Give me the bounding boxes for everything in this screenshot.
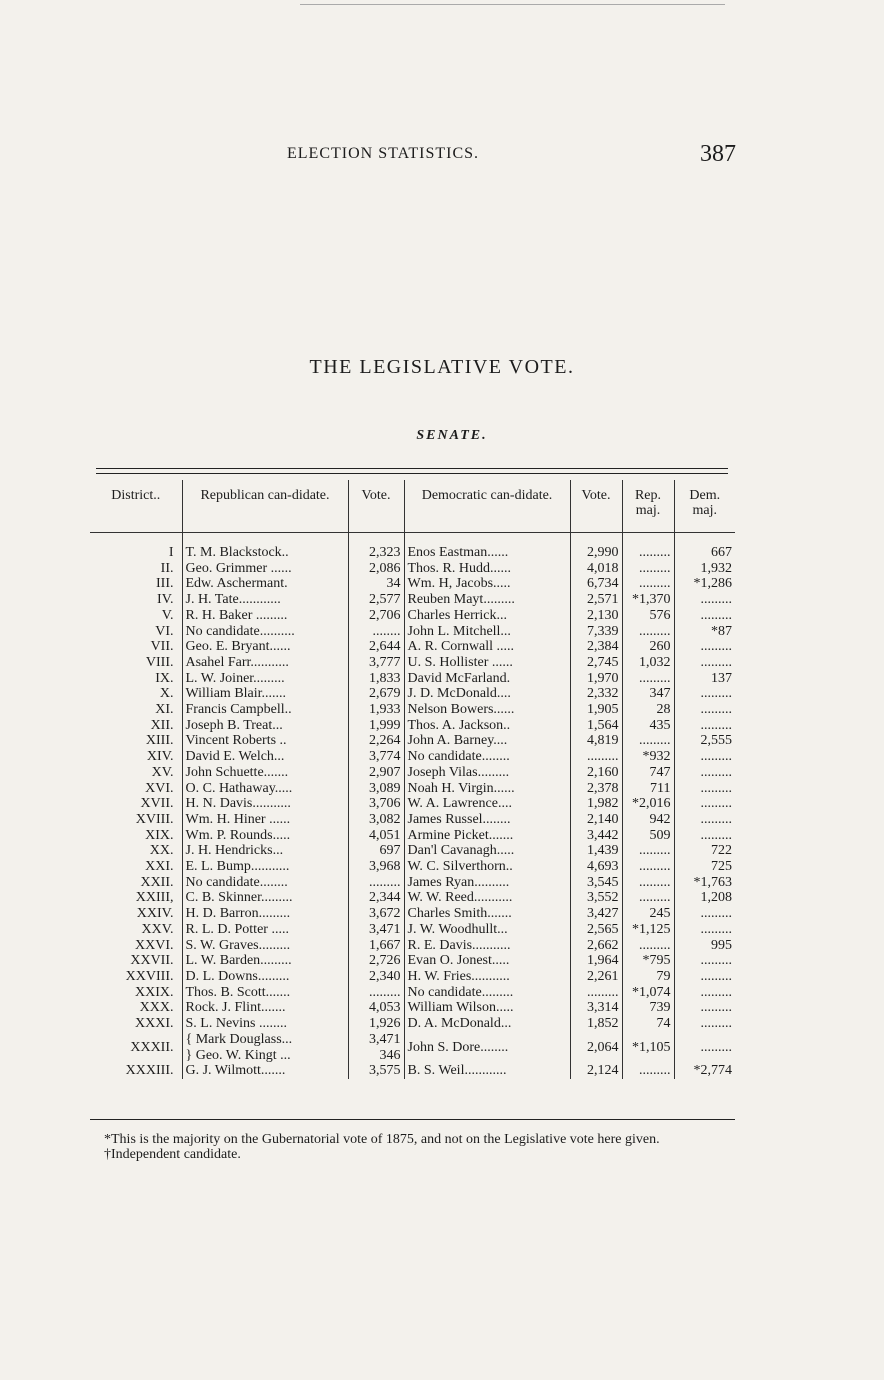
- cell-dem-maj: 2,555: [674, 733, 735, 749]
- cell-rep-maj: .........: [622, 875, 674, 891]
- cell-rep-candidate: T. M. Blackstock..: [182, 545, 348, 561]
- cell-dem-candidate: H. W. Fries...........: [404, 969, 570, 985]
- top-rule: [300, 4, 725, 5]
- table-row: [90, 969, 735, 985]
- cell-dem-maj: .........: [674, 749, 735, 765]
- cell-district: IV.: [157, 592, 174, 608]
- cell-rep-candidate: Joseph B. Treat...: [182, 718, 348, 734]
- cell-dem-candidate: Thos. R. Hudd......: [404, 561, 570, 577]
- table-row: [90, 624, 735, 640]
- table-top-rule: [96, 468, 728, 469]
- cell-rep-maj: .........: [622, 671, 674, 687]
- table-row-xxxiii: [90, 1063, 735, 1079]
- cell-district: XXIX.: [135, 984, 174, 1000]
- cell-rep-candidate: Thos. B. Scott.......: [182, 985, 348, 1001]
- cell-rep-candidate: No candidate..........: [182, 624, 348, 640]
- cell-rep-maj: 28: [622, 702, 674, 718]
- table-row: [90, 561, 735, 577]
- table-bottom-rule: [90, 1119, 735, 1120]
- cell-dem-vote: 2,565: [570, 922, 622, 938]
- cell-rep-candidate: L. W. Joiner.........: [182, 671, 348, 687]
- cell-dem-vote: 4,693: [570, 859, 622, 875]
- table-row: [90, 953, 735, 969]
- cell-dem-candidate: Enos Eastman......: [404, 545, 570, 561]
- cell-dem-maj: 137: [674, 671, 735, 687]
- cell-district: XVI.: [145, 780, 174, 796]
- cell-dem-maj: *2,774: [674, 1063, 735, 1079]
- cell-rep-candidate: Wm. H. Hiner ......: [182, 812, 348, 828]
- cell-rep-maj: 576: [622, 608, 674, 624]
- cell-rep-maj: *795: [622, 953, 674, 969]
- cell-rep-candidate: No candidate........: [182, 875, 348, 891]
- cell-rep-vote: 4,051: [348, 828, 404, 844]
- cell-rep-maj: .........: [622, 561, 674, 577]
- cell-rep-vote: 1,933: [348, 702, 404, 718]
- table-row: [90, 875, 735, 891]
- cell-dem-vote: 2,662: [570, 938, 622, 954]
- cell-rep-candidate: C. B. Skinner.........: [182, 890, 348, 906]
- cell-rep-maj: .........: [622, 843, 674, 859]
- running-head: ELECTION STATISTICS.: [287, 145, 480, 162]
- cell-district: XIX.: [145, 827, 174, 843]
- col-header-rep-candidate: Republican can-didate.: [182, 480, 348, 533]
- cell-dem-candidate: B. S. Weil............: [404, 1063, 570, 1079]
- cell-rep-vote: 697: [348, 843, 404, 859]
- table-row: [90, 985, 735, 1001]
- cell-rep-candidate: John Schuette.......: [182, 765, 348, 781]
- cell-rep-candidate: D. L. Downs.........: [182, 969, 348, 985]
- cell-district: XXV.: [141, 921, 174, 937]
- cell-rep-candidate: S. W. Graves.........: [182, 938, 348, 954]
- cell-dem-vote: 2,064: [570, 1032, 622, 1063]
- cell-dem-maj: *1,286: [674, 576, 735, 592]
- cell-district: XXI.: [145, 859, 174, 875]
- cell-rep-candidate: Vincent Roberts ..: [182, 733, 348, 749]
- footnote-independent: †Independent candidate.: [104, 1147, 241, 1162]
- cell-dem-candidate: Armine Picket.......: [404, 828, 570, 844]
- cell-dem-maj: .........: [674, 796, 735, 812]
- footnotes: [90, 1132, 740, 1162]
- cell-district: XIII.: [145, 733, 174, 749]
- cell-dem-maj: *87: [674, 624, 735, 640]
- cell-district: I: [168, 545, 174, 560]
- cell-rep-vote: 2,907: [348, 765, 404, 781]
- cell-dem-vote: 1,852: [570, 1016, 622, 1032]
- table-row: [90, 749, 735, 765]
- cell-rep-maj: 245: [622, 906, 674, 922]
- cell-dem-maj: .........: [674, 1000, 735, 1016]
- table-row: [90, 938, 735, 954]
- rep-candidate-1: { Mark Douglass...: [185, 1031, 293, 1047]
- cell-dem-vote: 1,982: [570, 796, 622, 812]
- section-subtitle: SENATE.: [416, 428, 488, 443]
- cell-rep-candidate: R. H. Baker .........: [182, 608, 348, 624]
- cell-dem-candidate: Wm. H, Jacobs.....: [404, 576, 570, 592]
- cell-dem-candidate: Thos. A. Jackson..: [404, 718, 570, 734]
- col-header-district: District..: [90, 480, 182, 533]
- cell-rep-maj: *1,125: [622, 922, 674, 938]
- cell-dem-maj: .........: [674, 592, 735, 608]
- cell-rep-vote: 3,774: [348, 749, 404, 765]
- cell-dem-vote: 1,439: [570, 843, 622, 859]
- table-row: [90, 828, 735, 844]
- cell-rep-candidate: [182, 1032, 348, 1063]
- cell-district: XXIV.: [136, 906, 174, 922]
- table-row: [90, 576, 735, 592]
- cell-rep-candidate: G. J. Wilmott.......: [182, 1063, 348, 1079]
- cell-rep-candidate: J. H. Hendricks...: [182, 843, 348, 859]
- cell-dem-maj: .........: [674, 765, 735, 781]
- cell-dem-maj: .........: [674, 969, 735, 985]
- cell-rep-vote: 2,706: [348, 608, 404, 624]
- cell-dem-maj: .........: [674, 812, 735, 828]
- cell-district: XXXIII.: [125, 1063, 174, 1079]
- rep-candidate-2: } Geo. W. Kingt ...: [185, 1047, 291, 1063]
- table-row: [90, 592, 735, 608]
- table-row: [90, 796, 735, 812]
- table-row: [90, 608, 735, 624]
- cell-rep-maj: .........: [622, 938, 674, 954]
- cell-district: XIV.: [146, 749, 174, 765]
- cell-dem-maj: .........: [674, 655, 735, 671]
- cell-rep-vote: 1,999: [348, 718, 404, 734]
- cell-dem-candidate: No candidate.........: [404, 985, 570, 1001]
- cell-dem-vote: 1,964: [570, 953, 622, 969]
- rep-vote-2: 346: [379, 1047, 401, 1063]
- cell-district: VI.: [155, 623, 174, 639]
- col-header-rep-maj: Rep. maj.: [622, 480, 674, 533]
- cell-dem-candidate: John L. Mitchell...: [404, 624, 570, 640]
- cell-dem-candidate: D. A. McDonald...: [404, 1016, 570, 1032]
- cell-district: II.: [160, 560, 174, 576]
- cell-dem-maj: .........: [674, 985, 735, 1001]
- cell-dem-vote: 2,571: [570, 592, 622, 608]
- cell-rep-maj: .........: [622, 859, 674, 875]
- cell-dem-vote: 2,990: [570, 545, 622, 561]
- cell-dem-candidate: Nelson Bowers......: [404, 702, 570, 718]
- cell-rep-candidate: S. L. Nevins ........: [182, 1016, 348, 1032]
- cell-dem-candidate: W. C. Silverthorn..: [404, 859, 570, 875]
- cell-dem-vote: 3,427: [570, 906, 622, 922]
- cell-district: XXVIII.: [125, 968, 174, 984]
- cell-dem-candidate: Charles Smith.......: [404, 906, 570, 922]
- table-row: [90, 906, 735, 922]
- table-row: [90, 1016, 735, 1032]
- cell-dem-maj: 725: [674, 859, 735, 875]
- cell-district: X.: [159, 686, 174, 702]
- cell-rep-maj: .........: [622, 576, 674, 592]
- cell-rep-candidate: William Blair.......: [182, 686, 348, 702]
- table-row: [90, 639, 735, 655]
- cell-rep-vote: 3,575: [348, 1063, 404, 1079]
- cell-rep-vote: 1,833: [348, 671, 404, 687]
- table-row: [90, 890, 735, 906]
- cell-rep-vote: 3,672: [348, 906, 404, 922]
- cell-dem-candidate: James Ryan..........: [404, 875, 570, 891]
- cell-rep-vote: 4,053: [348, 1000, 404, 1016]
- cell-district: III.: [156, 576, 174, 592]
- cell-dem-vote: 1,564: [570, 718, 622, 734]
- cell-dem-vote: 2,140: [570, 812, 622, 828]
- cell-dem-candidate: No candidate........: [404, 749, 570, 765]
- table-row: [90, 733, 735, 749]
- table-top-rule-2: [96, 473, 728, 474]
- cell-dem-maj: .........: [674, 639, 735, 655]
- cell-rep-candidate: Wm. P. Rounds.....: [182, 828, 348, 844]
- cell-rep-vote: 2,644: [348, 639, 404, 655]
- cell-district: XXII.: [140, 874, 174, 890]
- cell-dem-maj: *1,763: [674, 875, 735, 891]
- table-row: [90, 859, 735, 875]
- cell-rep-vote: 1,926: [348, 1016, 404, 1032]
- cell-dem-vote: .........: [570, 749, 622, 765]
- cell-rep-maj: 435: [622, 718, 674, 734]
- cell-dem-maj: .........: [674, 828, 735, 844]
- cell-dem-maj: .........: [674, 608, 735, 624]
- cell-rep-vote: 2,726: [348, 953, 404, 969]
- cell-dem-vote: 2,160: [570, 765, 622, 781]
- cell-dem-maj: 1,208: [674, 890, 735, 906]
- cell-dem-maj: .........: [674, 686, 735, 702]
- cell-dem-maj: .........: [674, 1032, 735, 1063]
- cell-rep-vote: 2,264: [348, 733, 404, 749]
- table-header-row: [90, 480, 735, 533]
- cell-dem-vote: 3,442: [570, 828, 622, 844]
- col-header-rep-vote: Vote.: [348, 480, 404, 533]
- cell-district: V.: [161, 607, 174, 623]
- col-header-dem-candidate: Democratic can-didate.: [404, 480, 570, 533]
- cell-dem-candidate: U. S. Hollister ......: [404, 655, 570, 671]
- cell-dem-maj: .........: [674, 953, 735, 969]
- cell-dem-maj: .........: [674, 702, 735, 718]
- cell-rep-maj: 711: [622, 781, 674, 797]
- cell-rep-vote: .........: [348, 985, 404, 1001]
- cell-rep-vote: 2,344: [348, 890, 404, 906]
- cell-rep-maj: 1,032: [622, 655, 674, 671]
- cell-rep-maj: 739: [622, 1000, 674, 1016]
- cell-dem-vote: 3,545: [570, 875, 622, 891]
- cell-rep-candidate: Edw. Aschermant.: [182, 576, 348, 592]
- cell-rep-candidate: E. L. Bump...........: [182, 859, 348, 875]
- cell-dem-candidate: Joseph Vilas.........: [404, 765, 570, 781]
- table-row: [90, 671, 735, 687]
- cell-dem-candidate: Dan'l Cavanagh.....: [404, 843, 570, 859]
- table-row: [90, 765, 735, 781]
- table-row: [90, 1000, 735, 1016]
- cell-dem-vote: 2,745: [570, 655, 622, 671]
- cell-dem-maj: .........: [674, 922, 735, 938]
- cell-rep-candidate: David E. Welch...: [182, 749, 348, 765]
- cell-dem-vote: 3,314: [570, 1000, 622, 1016]
- table-row: [90, 686, 735, 702]
- cell-dem-vote: 2,332: [570, 686, 622, 702]
- table-row: [90, 843, 735, 859]
- cell-rep-maj: *2,016: [622, 796, 674, 812]
- cell-dem-candidate: W. W. Reed...........: [404, 890, 570, 906]
- table-row: [90, 922, 735, 938]
- cell-district: XI.: [155, 702, 174, 718]
- cell-district: XX.: [149, 843, 174, 859]
- cell-rep-vote: 3,089: [348, 781, 404, 797]
- table-row: [90, 545, 735, 561]
- cell-rep-candidate: R. L. D. Potter .....: [182, 922, 348, 938]
- cell-district: XVII.: [140, 796, 174, 812]
- cell-rep-maj: 74: [622, 1016, 674, 1032]
- cell-dem-vote: 1,970: [570, 671, 622, 687]
- table-row: [90, 781, 735, 797]
- cell-rep-maj: .........: [622, 1063, 674, 1079]
- cell-rep-vote: .........: [348, 875, 404, 891]
- cell-district: XVIII.: [135, 811, 174, 827]
- cell-rep-vote: 3,968: [348, 859, 404, 875]
- cell-rep-vote: 2,340: [348, 969, 404, 985]
- cell-rep-candidate: J. H. Tate............: [182, 592, 348, 608]
- cell-district: XV.: [151, 764, 174, 780]
- cell-dem-maj: 995: [674, 938, 735, 954]
- cell-dem-vote: 2,384: [570, 639, 622, 655]
- cell-dem-candidate: James Russel........: [404, 812, 570, 828]
- cell-dem-candidate: W. A. Lawrence....: [404, 796, 570, 812]
- cell-rep-maj: *932: [622, 749, 674, 765]
- cell-rep-maj: .........: [622, 890, 674, 906]
- cell-rep-vote: 3,777: [348, 655, 404, 671]
- table-row-xxxii: [90, 1032, 735, 1063]
- cell-dem-vote: 1,905: [570, 702, 622, 718]
- cell-district: XXX.: [139, 1000, 174, 1016]
- cell-rep-vote: [348, 1032, 404, 1063]
- cell-rep-candidate: O. C. Hathaway.....: [182, 781, 348, 797]
- cell-dem-candidate: William Wilson.....: [404, 1000, 570, 1016]
- col-header-dem-maj: Dem. maj.: [674, 480, 735, 533]
- cell-rep-maj: 509: [622, 828, 674, 844]
- cell-rep-maj: 747: [622, 765, 674, 781]
- cell-dem-candidate: Charles Herrick...: [404, 608, 570, 624]
- cell-rep-maj: 942: [622, 812, 674, 828]
- cell-dem-vote: 2,261: [570, 969, 622, 985]
- cell-dem-candidate: Noah H. Virgin......: [404, 781, 570, 797]
- cell-rep-candidate: Francis Campbell..: [182, 702, 348, 718]
- col-header-dem-vote: Vote.: [570, 480, 622, 533]
- cell-rep-candidate: Asahel Farr...........: [182, 655, 348, 671]
- cell-rep-maj: *1,370: [622, 592, 674, 608]
- cell-rep-maj: 347: [622, 686, 674, 702]
- cell-rep-vote: 1,667: [348, 938, 404, 954]
- cell-dem-candidate: A. R. Cornwall .....: [404, 639, 570, 655]
- cell-rep-vote: 3,706: [348, 796, 404, 812]
- cell-rep-maj: 260: [622, 639, 674, 655]
- cell-dem-vote: 4,819: [570, 733, 622, 749]
- cell-dem-candidate: Reuben Mayt.........: [404, 592, 570, 608]
- table-row: [90, 655, 735, 671]
- cell-rep-vote: 2,323: [348, 545, 404, 561]
- page-number: 387: [700, 141, 736, 167]
- cell-dem-candidate: John S. Dore........: [404, 1032, 570, 1063]
- table-row: [90, 702, 735, 718]
- cell-rep-vote: 34: [348, 576, 404, 592]
- cell-dem-maj: 722: [674, 843, 735, 859]
- cell-rep-maj: 79: [622, 969, 674, 985]
- cell-dem-maj: .........: [674, 1016, 735, 1032]
- cell-rep-candidate: L. W. Barden.........: [182, 953, 348, 969]
- footnote-majority: *This is the majority on the Gubernatorial vote of 1875, and not on the Legislative vote here given.: [104, 1132, 660, 1147]
- cell-rep-maj: .........: [622, 545, 674, 561]
- cell-dem-vote: 3,552: [570, 890, 622, 906]
- cell-dem-vote: 7,339: [570, 624, 622, 640]
- table-row: [90, 718, 735, 734]
- cell-dem-candidate: R. E. Davis...........: [404, 938, 570, 954]
- cell-rep-candidate: H. D. Barron.........: [182, 906, 348, 922]
- cell-rep-vote: 2,577: [348, 592, 404, 608]
- cell-district: XXVII.: [130, 953, 174, 969]
- cell-district: XXVI.: [135, 937, 174, 953]
- cell-rep-candidate: H. N. Davis...........: [182, 796, 348, 812]
- cell-district: XII.: [150, 717, 174, 733]
- cell-dem-vote: 2,124: [570, 1063, 622, 1079]
- cell-rep-candidate: Geo. E. Bryant......: [182, 639, 348, 655]
- cell-dem-maj: .........: [674, 906, 735, 922]
- cell-dem-vote: .........: [570, 985, 622, 1001]
- cell-dem-vote: 2,130: [570, 608, 622, 624]
- cell-dem-candidate: David McFarland.: [404, 671, 570, 687]
- cell-rep-vote: 3,082: [348, 812, 404, 828]
- cell-rep-maj: *1,074: [622, 985, 674, 1001]
- cell-rep-vote: 2,679: [348, 686, 404, 702]
- cell-district: IX.: [155, 670, 174, 686]
- cell-rep-candidate: Geo. Grimmer ......: [182, 561, 348, 577]
- cell-dem-candidate: J. W. Woodhullt...: [404, 922, 570, 938]
- cell-district: XXXII.: [130, 1039, 174, 1055]
- cell-dem-maj: 667: [674, 545, 735, 561]
- cell-district: VIII.: [145, 654, 174, 670]
- cell-district: XXXI.: [135, 1016, 174, 1032]
- cell-dem-vote: 4,018: [570, 561, 622, 577]
- cell-rep-vote: ........: [348, 624, 404, 640]
- table-row: [90, 812, 735, 828]
- cell-district: VII.: [150, 639, 174, 655]
- cell-rep-maj: .........: [622, 733, 674, 749]
- page-title: THE LEGISLATIVE VOTE.: [309, 356, 575, 378]
- cell-rep-maj: *1,105: [622, 1032, 674, 1063]
- cell-dem-maj: 1,932: [674, 561, 735, 577]
- cell-rep-vote: 2,086: [348, 561, 404, 577]
- cell-district: XXIII,: [135, 890, 174, 906]
- cell-dem-candidate: John A. Barney....: [404, 733, 570, 749]
- cell-dem-vote: 2,378: [570, 781, 622, 797]
- cell-dem-candidate: Evan O. Jonest.....: [404, 953, 570, 969]
- cell-dem-maj: .........: [674, 781, 735, 797]
- cell-rep-vote: 3,471: [348, 922, 404, 938]
- cell-dem-maj: .........: [674, 718, 735, 734]
- senate-vote-table: [90, 480, 735, 1079]
- cell-dem-vote: 6,734: [570, 576, 622, 592]
- cell-rep-maj: .........: [622, 624, 674, 640]
- rep-vote-1: 3,471: [369, 1031, 401, 1047]
- cell-dem-candidate: J. D. McDonald....: [404, 686, 570, 702]
- cell-rep-candidate: Rock. J. Flint.......: [182, 1000, 348, 1016]
